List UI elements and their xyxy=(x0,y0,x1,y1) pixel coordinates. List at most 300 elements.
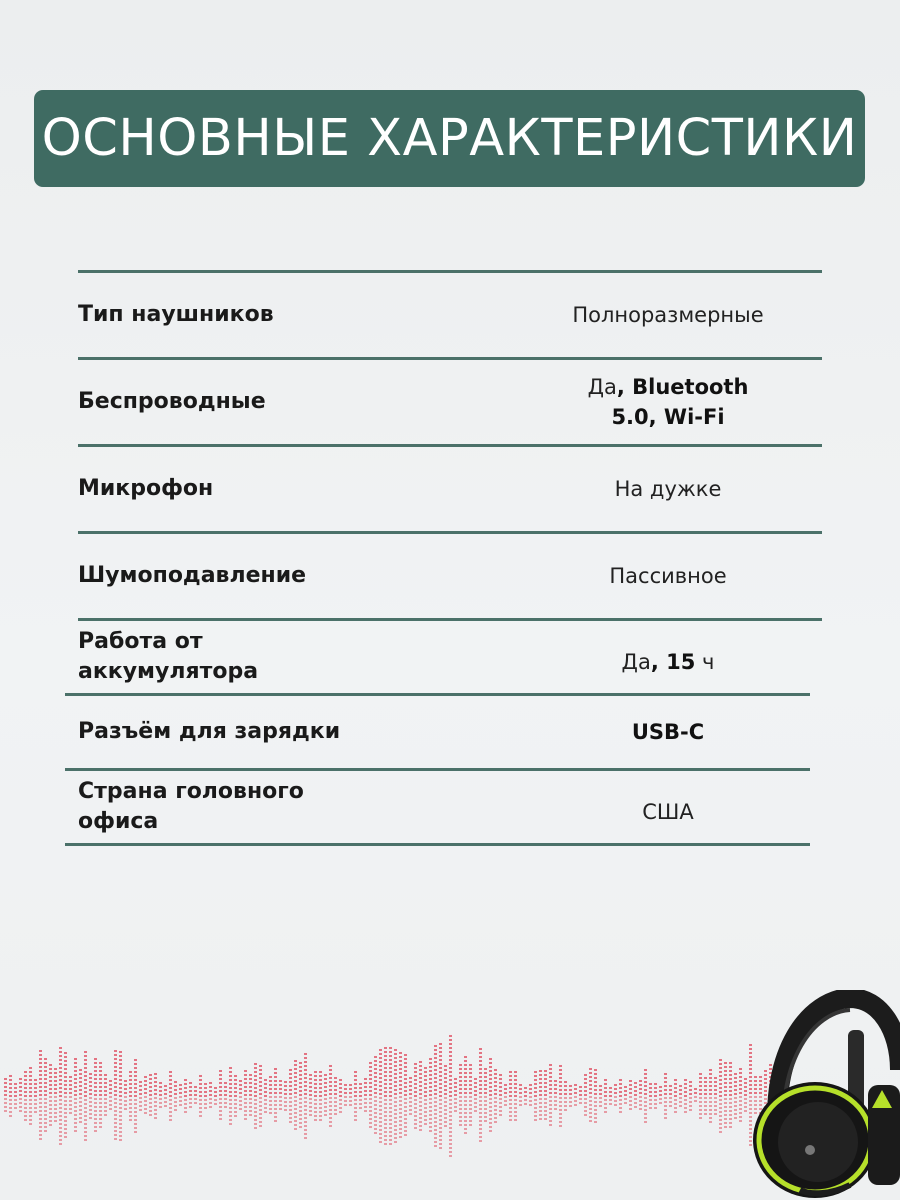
wave-dot xyxy=(164,1105,167,1107)
wave-dot xyxy=(224,1090,227,1092)
wave-dot xyxy=(309,1106,312,1108)
wave-dot xyxy=(104,1090,107,1092)
wave-dot xyxy=(174,1093,177,1095)
wave-dot xyxy=(664,1073,667,1075)
wave-dot xyxy=(289,1081,292,1083)
wave-dot xyxy=(539,1102,542,1104)
wave-dot xyxy=(154,1097,157,1099)
wave-dot xyxy=(719,1111,722,1113)
wave-dot xyxy=(654,1103,657,1105)
wave-dot xyxy=(664,1089,667,1091)
wave-dot xyxy=(584,1082,587,1084)
wave-dot xyxy=(249,1106,252,1108)
wave-dot xyxy=(479,1096,482,1098)
wave-dot xyxy=(289,1097,292,1099)
wave-dot xyxy=(459,1120,462,1122)
wave-dot xyxy=(644,1093,647,1095)
wave-dot xyxy=(294,1064,297,1066)
wave-dot xyxy=(509,1087,512,1089)
wave-dot xyxy=(604,1111,607,1113)
wave-dot xyxy=(119,1131,122,1133)
wave-dot xyxy=(499,1090,502,1092)
wave-dot xyxy=(429,1126,432,1128)
wave-dot xyxy=(139,1089,142,1091)
wave-dot xyxy=(614,1092,617,1094)
wave-dot xyxy=(84,1127,87,1129)
wave-dot xyxy=(269,1104,272,1106)
wave-dot xyxy=(144,1108,147,1110)
wave-dot xyxy=(299,1098,302,1100)
wave-dot xyxy=(504,1104,507,1106)
wave-dot xyxy=(439,1083,442,1085)
wave-dot xyxy=(504,1088,507,1090)
wave-dot xyxy=(74,1058,77,1060)
wave-dot xyxy=(349,1104,352,1106)
wave-dot xyxy=(379,1049,382,1051)
wave-dot xyxy=(134,1099,137,1101)
wave-dot xyxy=(449,1055,452,1057)
wave-dot xyxy=(409,1109,412,1111)
wave-dot xyxy=(129,1075,132,1077)
wave-dot xyxy=(429,1110,432,1112)
wave-dot xyxy=(64,1080,67,1082)
wave-dot xyxy=(39,1118,42,1120)
wave-dot xyxy=(384,1131,387,1133)
wave-dot xyxy=(384,1055,387,1057)
wave-dot xyxy=(699,1077,702,1079)
wave-dot xyxy=(544,1106,547,1108)
wave-dot xyxy=(394,1117,397,1119)
wave-dot xyxy=(449,1039,452,1041)
wave-dot xyxy=(729,1114,732,1116)
wave-dot xyxy=(174,1085,177,1087)
wave-dot xyxy=(424,1099,427,1101)
wave-dot xyxy=(479,1072,482,1074)
wave-dot xyxy=(594,1073,597,1075)
wave-dot xyxy=(134,1083,137,1085)
wave-dot xyxy=(19,1090,22,1092)
wave-dot xyxy=(444,1085,447,1087)
wave-dot xyxy=(319,1119,322,1121)
wave-dot xyxy=(304,1129,307,1131)
wave-dot xyxy=(254,1083,257,1085)
wave-dot xyxy=(609,1087,612,1089)
wave-dot xyxy=(224,1094,227,1096)
wave-dot xyxy=(659,1090,662,1092)
wave-dot xyxy=(589,1112,592,1114)
wave-dot xyxy=(44,1074,47,1076)
wave-dot xyxy=(219,1078,222,1080)
wave-dot xyxy=(724,1122,727,1124)
wave-dot xyxy=(339,1095,342,1097)
wave-dot xyxy=(424,1107,427,1109)
wave-dot xyxy=(59,1071,62,1073)
wave-dot xyxy=(304,1053,307,1055)
wave-dot xyxy=(244,1078,247,1080)
wave-dot xyxy=(434,1081,437,1083)
wave-dot xyxy=(729,1074,732,1076)
wave-dot xyxy=(369,1074,372,1076)
wave-dot xyxy=(354,1119,357,1121)
wave-dot xyxy=(119,1075,122,1077)
wave-dot xyxy=(119,1099,122,1101)
wave-dot xyxy=(399,1072,402,1074)
wave-dot xyxy=(379,1097,382,1099)
wave-dot xyxy=(379,1085,382,1087)
wave-dot xyxy=(284,1093,287,1095)
wave-dot xyxy=(374,1124,377,1126)
wave-dot xyxy=(39,1094,42,1096)
wave-dot xyxy=(29,1079,32,1081)
wave-dot xyxy=(284,1081,287,1083)
wave-dot xyxy=(389,1047,392,1049)
wave-dot xyxy=(464,1120,467,1122)
wave-dot xyxy=(94,1106,97,1108)
wave-dot xyxy=(229,1119,232,1121)
wave-dot xyxy=(589,1068,592,1070)
wave-dot xyxy=(64,1056,67,1058)
wave-dot xyxy=(84,1119,87,1121)
wave-dot xyxy=(549,1088,552,1090)
spec-value-wireless: Да, Bluetooth 5.0, Wi-Fi xyxy=(587,375,749,429)
wave-dot xyxy=(124,1080,127,1082)
wave-dot xyxy=(69,1080,72,1082)
wave-dot xyxy=(719,1127,722,1129)
wave-dot xyxy=(704,1109,707,1111)
wave-dot xyxy=(74,1106,77,1108)
wave-dot xyxy=(604,1083,607,1085)
wave-dot xyxy=(119,1091,122,1093)
wave-dot xyxy=(39,1074,42,1076)
wave-dot xyxy=(434,1133,437,1135)
wave-dot xyxy=(114,1094,117,1096)
wave-dot xyxy=(714,1085,717,1087)
wave-dot xyxy=(559,1085,562,1087)
wave-dot xyxy=(339,1103,342,1105)
wave-dot xyxy=(494,1097,497,1099)
wave-dot xyxy=(114,1134,117,1136)
wave-dot xyxy=(469,1072,472,1074)
wave-dot xyxy=(319,1099,322,1101)
wave-dot xyxy=(479,1136,482,1138)
wave-dot xyxy=(134,1059,137,1061)
wave-dot xyxy=(294,1088,297,1090)
wave-dot xyxy=(74,1118,77,1120)
wave-dot xyxy=(384,1139,387,1141)
wave-dot xyxy=(374,1128,377,1130)
wave-dot xyxy=(294,1084,297,1086)
wave-dot xyxy=(154,1109,157,1111)
wave-dot xyxy=(629,1108,632,1110)
wave-dot xyxy=(404,1078,407,1080)
wave-dot xyxy=(14,1091,17,1093)
wave-dot xyxy=(94,1074,97,1076)
wave-dot xyxy=(319,1071,322,1073)
wave-dot xyxy=(89,1081,92,1083)
wave-dot xyxy=(64,1072,67,1074)
wave-dot xyxy=(419,1117,422,1119)
wave-dot xyxy=(364,1098,367,1100)
wave-dot xyxy=(579,1086,582,1088)
wave-dot xyxy=(234,1115,237,1117)
wave-dot xyxy=(724,1118,727,1120)
wave-dot xyxy=(359,1083,362,1085)
wave-dot xyxy=(169,1099,172,1101)
wave-dot xyxy=(79,1105,82,1107)
wave-dot xyxy=(124,1108,127,1110)
wave-dot xyxy=(429,1058,432,1060)
wave-dot xyxy=(384,1083,387,1085)
wave-dot xyxy=(64,1064,67,1066)
wave-dot xyxy=(129,1111,132,1113)
wave-dot xyxy=(529,1104,532,1106)
wave-dot xyxy=(374,1120,377,1122)
wave-dot xyxy=(724,1090,727,1092)
wave-dot xyxy=(49,1100,52,1102)
wave-dot xyxy=(479,1100,482,1102)
wave-dot xyxy=(534,1099,537,1101)
wave-dot xyxy=(484,1068,487,1070)
wave-dot xyxy=(534,1091,537,1093)
wave-dot xyxy=(44,1130,47,1132)
wave-dot xyxy=(714,1109,717,1111)
wave-dot xyxy=(79,1113,82,1115)
wave-dot xyxy=(374,1088,377,1090)
wave-dot xyxy=(644,1121,647,1123)
wave-dot xyxy=(564,1097,567,1099)
wave-dot xyxy=(689,1105,692,1107)
wave-dot xyxy=(484,1120,487,1122)
wave-dot xyxy=(139,1081,142,1083)
wave-dot xyxy=(224,1102,227,1104)
wave-dot xyxy=(629,1080,632,1082)
wave-dot xyxy=(444,1089,447,1091)
wave-dot xyxy=(484,1116,487,1118)
wave-dot xyxy=(419,1081,422,1083)
wave-dot xyxy=(449,1087,452,1089)
wave-dot xyxy=(119,1115,122,1117)
wave-dot xyxy=(669,1097,672,1099)
wave-dot xyxy=(509,1107,512,1109)
wave-dot xyxy=(314,1111,317,1113)
wave-dot xyxy=(249,1102,252,1104)
wave-dot xyxy=(199,1075,202,1077)
wave-dot xyxy=(594,1097,597,1099)
wave-dot xyxy=(39,1122,42,1124)
wave-dot xyxy=(684,1099,687,1101)
wave-dot xyxy=(429,1094,432,1096)
wave-dot xyxy=(234,1083,237,1085)
wave-dot xyxy=(184,1091,187,1093)
wave-dot xyxy=(489,1074,492,1076)
wave-dot xyxy=(299,1082,302,1084)
wave-dot xyxy=(249,1090,252,1092)
wave-dot xyxy=(44,1078,47,1080)
wave-dot xyxy=(514,1091,517,1093)
wave-dot xyxy=(199,1091,202,1093)
wave-dot xyxy=(164,1085,167,1087)
wave-dot xyxy=(569,1097,572,1099)
wave-dot xyxy=(99,1070,102,1072)
wave-dot xyxy=(734,1077,737,1079)
wave-dot xyxy=(389,1071,392,1073)
wave-dot xyxy=(424,1091,427,1093)
wave-dot xyxy=(524,1103,527,1105)
wave-dot xyxy=(44,1082,47,1084)
wave-dot xyxy=(434,1073,437,1075)
wave-dot xyxy=(284,1097,287,1099)
wave-dot xyxy=(169,1087,172,1089)
wave-dot xyxy=(199,1095,202,1097)
wave-dot xyxy=(204,1107,207,1109)
wave-dot xyxy=(384,1063,387,1065)
wave-dot xyxy=(89,1073,92,1075)
wave-dot xyxy=(539,1074,542,1076)
wave-dot xyxy=(9,1091,12,1093)
wave-dot xyxy=(454,1078,457,1080)
wave-dot xyxy=(414,1099,417,1101)
wave-dot xyxy=(419,1061,422,1063)
wave-dot xyxy=(584,1102,587,1104)
wave-dot xyxy=(424,1067,427,1069)
wave-dot xyxy=(394,1057,397,1059)
wave-dot xyxy=(344,1088,347,1090)
wave-dot xyxy=(414,1079,417,1081)
wave-dot xyxy=(449,1119,452,1121)
wave-dot xyxy=(149,1082,152,1084)
wave-dot xyxy=(64,1132,67,1134)
wave-dot xyxy=(104,1110,107,1112)
spec-label-battery: Работа от аккумулятора xyxy=(78,629,259,684)
wave-dot xyxy=(684,1111,687,1113)
wave-dot xyxy=(119,1083,122,1085)
wave-dot xyxy=(294,1108,297,1110)
wave-dot xyxy=(269,1112,272,1114)
wave-dot xyxy=(704,1077,707,1079)
wave-dot xyxy=(419,1129,422,1131)
wave-dot xyxy=(259,1077,262,1079)
wave-dot xyxy=(109,1084,112,1086)
wave-dot xyxy=(489,1062,492,1064)
wave-dot xyxy=(499,1114,502,1116)
wave-dot xyxy=(264,1103,267,1105)
wave-dot xyxy=(74,1090,77,1092)
wave-dot xyxy=(404,1126,407,1128)
wave-dot xyxy=(469,1116,472,1118)
wave-dot xyxy=(404,1130,407,1132)
wave-dot xyxy=(464,1108,467,1110)
wave-dot xyxy=(664,1105,667,1107)
wave-dot xyxy=(539,1070,542,1072)
wave-dot xyxy=(159,1098,162,1100)
wave-dot xyxy=(74,1074,77,1076)
wave-dot xyxy=(84,1139,87,1141)
wave-dot xyxy=(729,1126,732,1128)
wave-dot xyxy=(254,1087,257,1089)
wave-dot xyxy=(634,1106,637,1108)
wave-dot xyxy=(369,1070,372,1072)
spec-value-country: США xyxy=(642,800,694,824)
wave-dot xyxy=(359,1091,362,1093)
wave-dot xyxy=(484,1104,487,1106)
wave-dot xyxy=(409,1105,412,1107)
wave-dot xyxy=(124,1100,127,1102)
wave-dot xyxy=(529,1092,532,1094)
wave-dot xyxy=(464,1080,467,1082)
wave-dot xyxy=(689,1101,692,1103)
wave-dot xyxy=(104,1102,107,1104)
wave-dot xyxy=(169,1091,172,1093)
wave-dot xyxy=(4,1110,7,1112)
wave-dot xyxy=(209,1094,212,1096)
wave-dot xyxy=(409,1097,412,1099)
wave-dot xyxy=(384,1119,387,1121)
wave-dot xyxy=(314,1095,317,1097)
wave-dot xyxy=(99,1122,102,1124)
wave-dot xyxy=(599,1105,602,1107)
wave-dot xyxy=(99,1106,102,1108)
wave-dot xyxy=(49,1116,52,1118)
wave-dot xyxy=(729,1078,732,1080)
wave-dot xyxy=(384,1047,387,1049)
wave-dot xyxy=(514,1111,517,1113)
wave-dot xyxy=(89,1109,92,1111)
wave-dot xyxy=(119,1059,122,1061)
wave-dot xyxy=(109,1088,112,1090)
wave-dot xyxy=(394,1105,397,1107)
wave-dot xyxy=(84,1071,87,1073)
wave-dot xyxy=(499,1082,502,1084)
wave-dot xyxy=(24,1091,27,1093)
wave-dot xyxy=(29,1067,32,1069)
wave-dot xyxy=(439,1131,442,1133)
wave-dot xyxy=(129,1083,132,1085)
wave-dot xyxy=(649,1091,652,1093)
wave-dot xyxy=(404,1070,407,1072)
wave-dot xyxy=(709,1093,712,1095)
wave-dot xyxy=(499,1094,502,1096)
wave-dot xyxy=(64,1068,67,1070)
wave-dot xyxy=(414,1111,417,1113)
wave-dot xyxy=(254,1127,257,1129)
wave-dot xyxy=(94,1098,97,1100)
wave-dot xyxy=(349,1100,352,1102)
wave-dot xyxy=(459,1112,462,1114)
wave-dot xyxy=(489,1090,492,1092)
wave-dot xyxy=(589,1084,592,1086)
wave-dot xyxy=(489,1058,492,1060)
wave-dot xyxy=(274,1108,277,1110)
wave-dot xyxy=(394,1085,397,1087)
wave-dot xyxy=(314,1107,317,1109)
wave-dot xyxy=(449,1067,452,1069)
wave-dot xyxy=(489,1110,492,1112)
wave-dot xyxy=(419,1121,422,1123)
wave-dot xyxy=(404,1122,407,1124)
wave-dot xyxy=(259,1081,262,1083)
wave-dot xyxy=(629,1100,632,1102)
wave-dot xyxy=(534,1115,537,1117)
wave-dot xyxy=(244,1094,247,1096)
wave-dot xyxy=(514,1115,517,1117)
wave-dot xyxy=(24,1075,27,1077)
wave-dot xyxy=(669,1085,672,1087)
wave-dot xyxy=(724,1106,727,1108)
wave-dot xyxy=(279,1080,282,1082)
wave-dot xyxy=(714,1113,717,1115)
wave-dot xyxy=(364,1094,367,1096)
wave-dot xyxy=(54,1080,57,1082)
